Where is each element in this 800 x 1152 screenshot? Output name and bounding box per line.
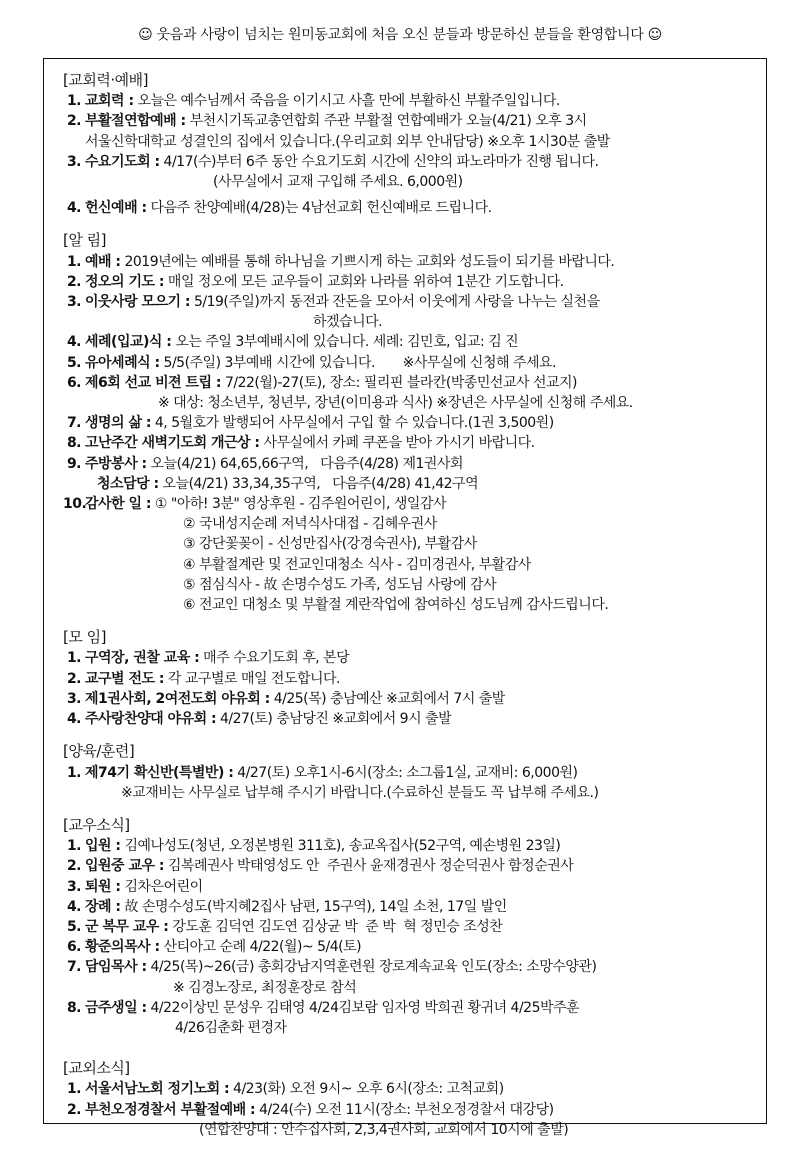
worship-item-4: 4. 헌신예배 : 다음주 찬양예배(4/28)는 4남선교회 헌신예배로 드립니다. [66, 200, 492, 217]
notice-item-4: 4. 세례(입교)식 : 오는 주일 3부예배시에 있습니다. 세례: 김민호, 입교: 김 진 [66, 334, 519, 351]
meeting-item-3: 3. 제1권사회, 2여전도회 야유회 : 4/25(목) 충남예산 ※교회에서 7시 출발 [66, 690, 505, 707]
worship-item-2: 2. 부활절연합예배 : 부천시기독교총연합회 주관 부활절 연합예배가 오늘(4/21) 오후 3시 [66, 113, 587, 130]
notice-item-6-cont: ※ 대상: 청소년부, 청년부, 장년(이미용과 식사) ※장년은 사무실에 신청해 주세요. [158, 395, 633, 412]
notice-item-3-cont: 하겠습니다. [313, 314, 383, 331]
notice-item-5: 5. 유아세례식 : 5/5(주일) 3부예배 시간에 있습니다. ※사무실에 신청해 주세요. [66, 354, 556, 371]
thanks-line-4: ④ 부활절계란 및 전교인대청소 식사 - 김미경권사, 부활감사 [183, 556, 531, 573]
external-section [63, 1058, 753, 1140]
worship-item-3: 3. 수요기도회 : 4/17(수)부터 6주 동안 수요기도회 시간에 신약의 파노라마가 진행 됩니다. [66, 153, 599, 170]
notice-item-6: 6. 제6회 선교 비젼 트립 : 7/22(월)-27(토), 장소: 필리핀 블라칸(박종민선교사 선교지) [66, 374, 577, 391]
bulletin-content [63, 70, 753, 1152]
external-item-1: 1. 서울서남노회 정기노회 : 4/23(화) 오전 9시~ 오후 6시(장소: 고척교회) [66, 1081, 504, 1098]
training-item-1-cont: ※교재비는 사무실로 납부해 주시기 바랍니다.(수료하신 분들도 꼭 납부해 주세요.) [121, 784, 599, 801]
thanks-line-5: ⑤ 점심식사 - 故 손명수성도 가족, 성도님 사랑에 감사 [183, 576, 497, 593]
external-section-title: [교외소식] [63, 1059, 130, 1078]
member-item-8-cont: 4/26김춘화 편경자 [175, 1019, 287, 1036]
meeting-item-2: 2. 교구별 전도 : 각 교구별로 매일 전도합니다. [66, 670, 341, 687]
member-item-5: 5. 군 복무 교우 : 강도훈 김덕연 김도연 김상균 박 준 박 혁 정민승 조성찬 [66, 918, 503, 935]
member-item-8: 8. 금주생일 : 4/22이상민 문성우 김태영 4/24김보람 임자영 박희권 황귀녀 4/25박주훈 [66, 999, 580, 1016]
notice-item-8: 8. 고난주간 새벽기도회 개근상 : 사무실에서 카페 쿠폰을 받아 가시기 바랍니다. [66, 435, 535, 452]
meetings-section-title: [모 임] [63, 628, 106, 647]
thanks-line-2: ② 국내성지순례 저녁식사대접 - 김혜우권사 [183, 516, 437, 533]
worship-section-title: [교회력·예배] [63, 71, 148, 89]
notice-item-3: 3. 이웃사랑 모으기 : 5/19(주일)까지 동전과 잔돈을 모아서 이웃에게 사랑을 나누는 실천을 [66, 294, 600, 311]
member-item-1: 1. 입원 : 김예나성도(청년, 오정본병원 311호), 송교옥집사(52구역, 예손병원 23일) [66, 838, 561, 855]
members-section [63, 815, 753, 1038]
worship-section [63, 70, 753, 218]
welcome-header: ☺ 웃음과 사랑이 넘치는 원미동교회에 처음 오신 분들과 방문하신 분들을 환영합니다 ☺ [138, 27, 662, 43]
worship-item-2-cont: 서울신학대학교 성결인의 집에서 있습니다.(우리교회 외부 안내담당) ※오후 1시30분 출발 [85, 133, 610, 150]
member-item-3: 3. 퇴원 : 김차은어린이 [66, 878, 203, 895]
notices-section [63, 230, 753, 615]
member-item-4: 4. 장례 : 故 손명수성도(박지혜2집사 남편, 15구역), 14일 소천, 17일 발인 [66, 898, 507, 915]
meetings-section [63, 627, 753, 729]
notice-item-2: 2. 정오의 기도 : 매일 정오에 모든 교우들이 교회와 나라를 위하여 1분간 기도합니다. [66, 273, 564, 290]
members-section-title: [교우소식] [63, 815, 130, 834]
notice-item-9: 9. 주방봉사 : 오늘(4/21) 64,65,66구역, 다음주(4/28) 제1권사회 [66, 455, 463, 472]
member-item-6: 6. 황준의목사 : 산티아고 순례 4/22(월)~ 5/4(토) [66, 939, 362, 956]
training-item-1: 1. 제74기 확신반(특별반) : 4/27(토) 오후1시-6시(장소: 소그룹1실, 교재비: 6,000원) [66, 764, 578, 781]
thanks-line-3: ③ 강단꽃꽂이 - 신성만집사(강경숙권사), 부활감사 [183, 536, 477, 553]
member-item-7-cont: ※ 김경노장로, 최정훈장로 참석 [173, 979, 357, 996]
worship-item-3-cont: (사무실에서 교재 구입해 주세요. 6,000원) [213, 174, 463, 191]
meeting-item-4: 4. 주사랑찬양대 야유회 : 4/27(토) 충남당진 ※교회에서 9시 출발 [66, 711, 452, 728]
training-section-title: [양육/훈련] [63, 742, 135, 761]
notices-section-title: [알 림] [63, 231, 106, 250]
notice-item-9b: 청소담당 : 오늘(4/21) 33,34,35구역, 다음주(4/28) 41,42구역 [97, 475, 479, 492]
member-item-2: 2. 입원중 교우 : 김복례권사 박태영성도 안 주권사 윤재경권사 정순덕권사 함정순권사 [66, 858, 574, 875]
worship-item-1: 1. 교회력 : 오늘은 예수님께서 죽음을 이기시고 사흘 만에 부활하신 부활주일입니다. [66, 93, 560, 110]
notice-item-1: 1. 예배 : 2019년에는 예배를 통해 하나님을 기쁘시게 하는 교회와 성도들이 되기를 바랍니다. [66, 253, 615, 270]
external-item-2: 2. 부천오정경찰서 부활절예배 : 4/24(수) 오전 11시(장소: 부천오정경찰서 대강당) [66, 1101, 554, 1118]
notice-item-10: 10. 감사한 일 : ① "아하! 3분" 영상후원 - 김주원어린이, 생일감사 [63, 496, 446, 513]
notice-item-7: 7. 생명의 삶 : 4, 5월호가 발행되어 사무실에서 구입 할 수 있습니다.(1권 3,500원) [66, 415, 554, 432]
thanks-line-6: ⑥ 전교인 대청소 및 부활절 계란작업에 참여하신 성도님께 감사드립니다. [183, 597, 609, 614]
training-section [63, 741, 753, 803]
member-item-7: 7. 담임목사 : 4/25(목)~26(금) 총회강남지역훈련원 장로계속교육 인도(장소: 소망수양관) [66, 959, 597, 976]
meeting-item-1: 1. 구역장, 권찰 교육 : 매주 수요기도회 후, 본당 [66, 650, 350, 667]
external-item-2-cont: (연합찬양대 : 안수집사회, 2,3,4권사회, 교회에서 10시에 출발) [199, 1121, 569, 1138]
